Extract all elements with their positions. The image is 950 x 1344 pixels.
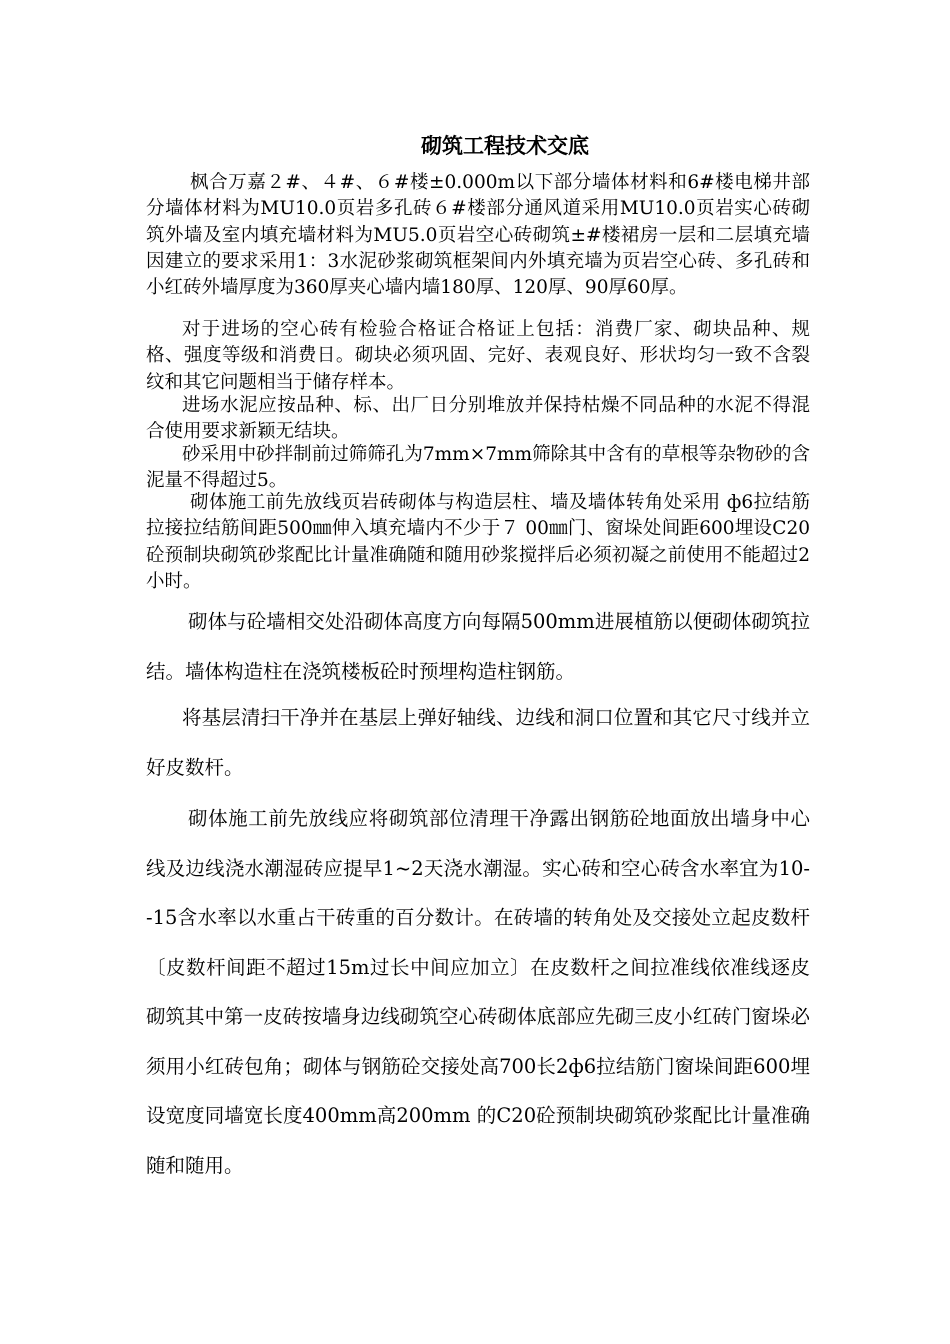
document-title: 砌筑工程技术交底 (421, 134, 589, 158)
paragraph-base-cleaning: 将基层清扫干净并在基层上弹好轴线、边线和洞口位置和其它尺寸线并立好皮数杆。 (146, 706, 810, 779)
paragraph-block-inspection: 对于进场的空心砖有检验合格证合格证上包括：消费厂家、砌块品种、规格、强度等级和消费日。砌块必须巩固、完好、表观良好、形状均匀一致不含裂纹和其它问题相当于储存样本。 (146, 319, 810, 393)
paragraph-planted-bars: 砌体与砼墙相交处沿砌体高度方向每隔500mm进展植筋以便砌体砌筑拉结。墙体构造柱在浇筑楼板砼时预埋构造柱钢筋。 (146, 610, 810, 683)
paragraph-masonry-procedure: 砌体施工前先放线应将砌筑部位清理干净露出钢筋砼地面放出墙身中心线及边线浇水潮湿砖应提早1~2天浇水潮湿。实心砖和空心砖含水率宜为10--15含水率以水重占干砖重的百分数计。在砖墙的转角处及交接处立起皮数杆〔皮数杆间距不超过15m过长中间应加立〕在皮数杆之间拉准线依准线逐皮砌筑其中第一皮砖按墙身边线砌筑空心砖砌体底部应先砌三皮小红砖门窗垛必须用小红砖包角；砌体与钢筋砼交接处高700长2ф6拉结筋门窗垛间距600埋设宽度同墙宽长度400mm高200mm 的C20砼预制块砌筑砂浆配比计量准确随和随用。 (146, 807, 810, 1177)
paragraph-tie-bars: 砌体施工前先放线页岩砖砌体与构造层柱、墙及墙体转角处采用 ф6拉结筋拉接拉结筋间距500㎜伸入填充墙内不少于７ 00㎜门、窗垛处间距600埋设C20砼预制块砌筑砂浆配比计量准确随和随用砂浆搅拌后必须初凝之前使用不能超过2小时。 (146, 492, 810, 592)
paragraph-sand-requirements: 砂采用中砂拌制前过筛筛孔为7mm×7mm筛除其中含有的草根等杂物砂的含泥量不得超过5。 (146, 444, 810, 492)
paragraph-wall-materials: 枫合万嘉２#、４#、６#楼±0.000m以下部分墙体材料和6#楼电梯井部分墙体材料为MU10.0页岩多孔砖６#楼部分通风道采用MU10.0页岩实心砖砌筑外墙及室内填充墙材料为MU5.0页岩空心砖砌筑±#楼裙房一层和二层填充墙因建立的要求采用1：3水泥砂浆砌筑框架间内外填充墙为页岩空心砖、多孔砖和小红砖外墙厚度为360厚夹心墙内墙180厚、120厚、90厚60厚。 (146, 172, 810, 299)
paragraph-cement-storage: 进场水泥应按品种、标、出厂日分别堆放并保持枯燥不同品种的水泥不得混合使用要求新颖无结块。 (146, 395, 810, 443)
